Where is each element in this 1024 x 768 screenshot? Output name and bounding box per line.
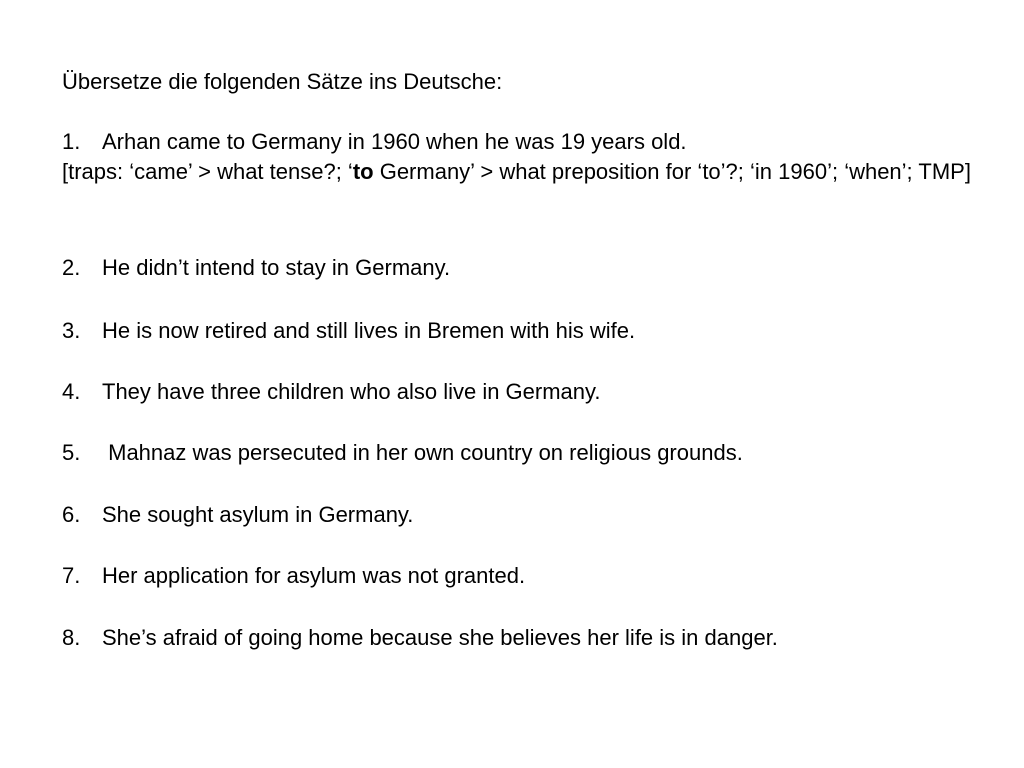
item-text: She sought asylum in Germany. [102, 502, 414, 527]
slide-heading: Übersetze die folgenden Sätze ins Deutsche: [62, 69, 503, 94]
sentence-item-6 [62, 500, 413, 530]
item-text: Arhan came to Germany in 1960 when he was 19 years old. [102, 129, 687, 154]
item-text: He didn’t intend to stay in Germany. [102, 255, 451, 280]
sentence-item-2 [62, 253, 450, 283]
traps-note [62, 157, 992, 187]
item-number: 5. [62, 440, 81, 465]
item-number: 6. [62, 502, 81, 527]
item-text: He is now retired and still lives in Bremen with his wife. [102, 318, 636, 343]
sentence-item-1 [62, 127, 687, 157]
note-bold-word: to [352, 159, 374, 184]
item-number: 8. [62, 625, 81, 650]
item-number: 1. [62, 129, 81, 154]
item-text: They have three children who also live in Germany. [102, 379, 601, 404]
sentence-item-4 [62, 377, 601, 407]
item-text: Her application for asylum was not granted. [102, 563, 526, 588]
sentence-item-7 [62, 561, 525, 591]
item-number: 3. [62, 318, 81, 343]
item-text: Mahnaz was persecuted in her own country on religious grounds. [102, 440, 743, 465]
item-number: 4. [62, 379, 81, 404]
note-part-2: Germany’ > what preposition for ‘to’?; ‘in 1960’; ‘when’; TMP] [373, 159, 971, 184]
sentence-item-3 [62, 316, 635, 346]
item-text: She’s afraid of going home because she believes her life is in danger. [102, 625, 778, 650]
sentence-item-8 [62, 623, 778, 653]
sentence-item-5 [62, 438, 743, 468]
note-part-1: [traps: ‘came’ > what tense?; ‘ [62, 159, 353, 184]
item-number: 2. [62, 255, 81, 280]
item-number: 7. [62, 563, 81, 588]
